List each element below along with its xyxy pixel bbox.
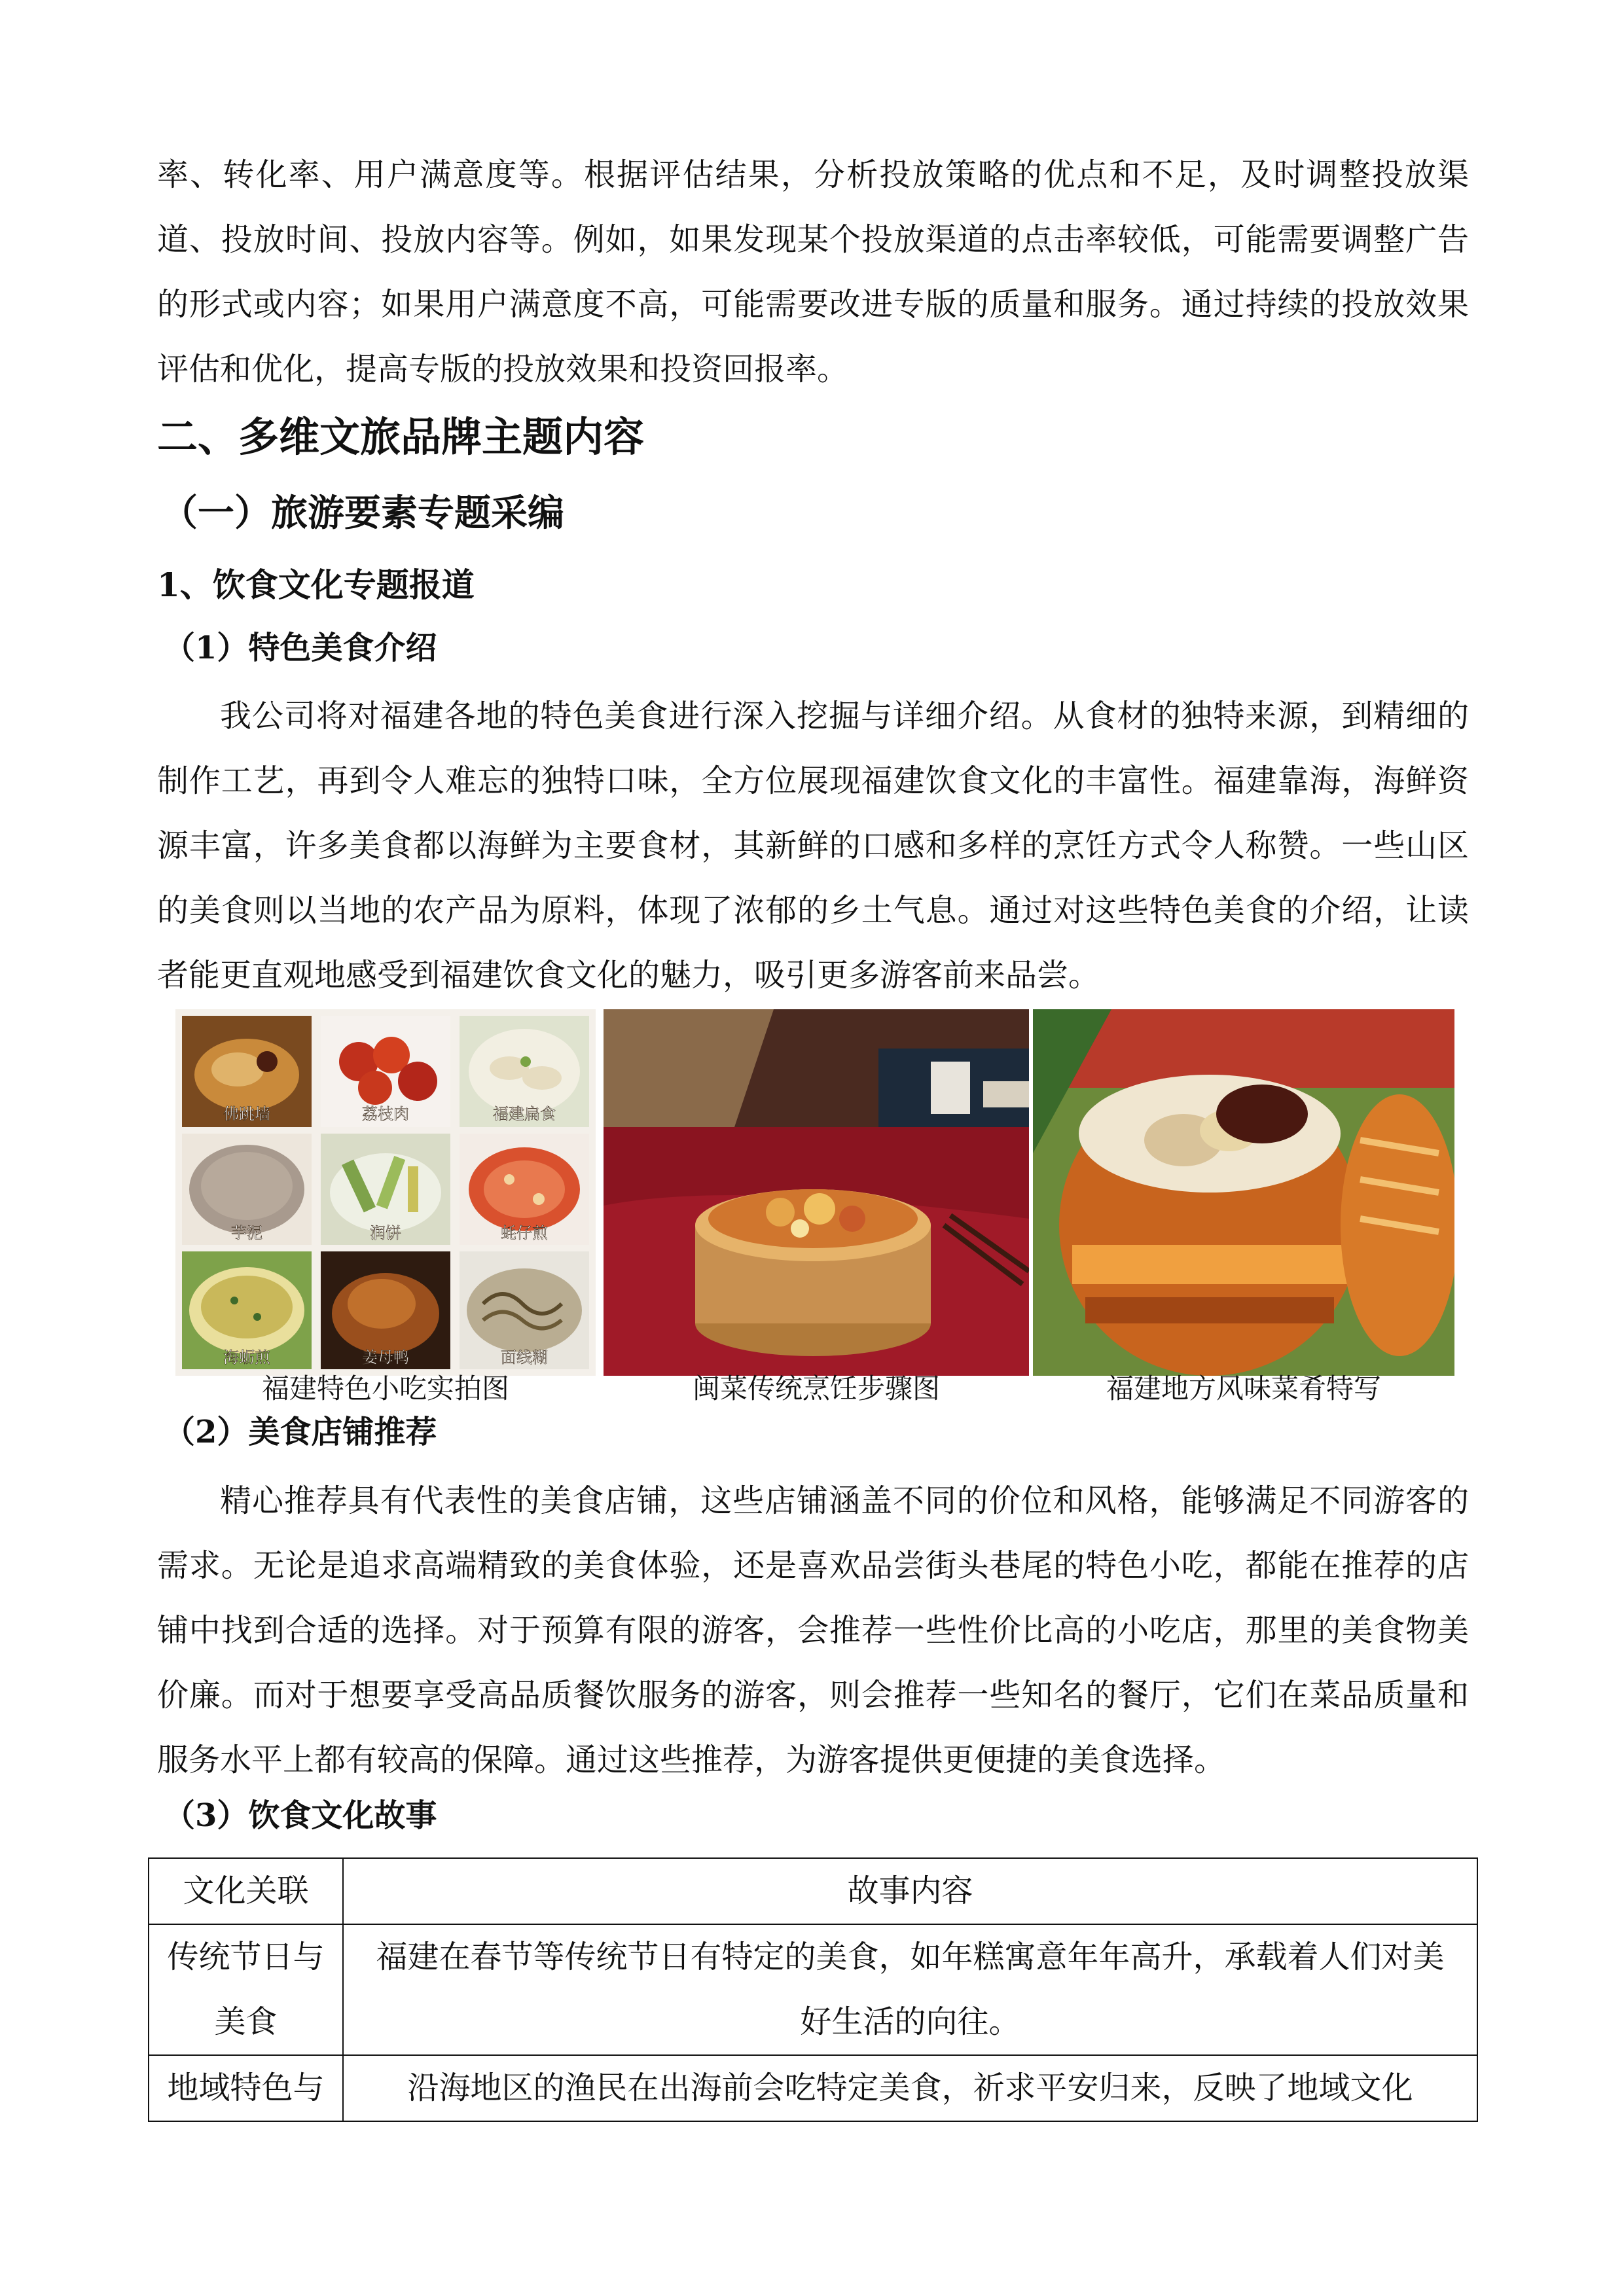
snack-grid-photo [175, 1009, 596, 1376]
food-intro-paragraph: 我公司将对福建各地的特色美食进行深入挖掘与详细介绍。从食材的独特来源，到精细的制作工艺，再到令人难忘的独特口味，全方位展现福建饮食文化的丰富性。福建靠海，海鲜资源丰富，许多美食都以海鲜为主要食材，其新鲜的口感和多样的烹饪方式令人称赞。一些山区的美食则以当地的农产品为原料，体现了浓郁的乡土气息。通过对这些特色美食的介绍，让读者能更直观地感受到福建饮食文化的魅力，吸引更多游客前来品尝。 [157, 698, 1469, 994]
figure-row [175, 1009, 1454, 1376]
steamer-photo [604, 1009, 1029, 1376]
grid-label-6: 蚝仔煎 [501, 1224, 548, 1242]
grid-label-5: 润饼 [370, 1224, 401, 1242]
section-heading-1-1: （一）旅游要素专题采编 [161, 492, 564, 535]
sub-heading-food-intro: （1）特色美食介绍 [164, 630, 437, 666]
table-header-row [149, 1858, 1477, 1924]
table-cell-culture: 地域特色与 [149, 2055, 343, 2121]
table-row [149, 2055, 1477, 2121]
pot-image [1033, 1009, 1454, 1376]
intro-paragraph: 率、转化率、用户满意度等。根据评估结果，分析投放策略的优点和不足，及时调整投放渠道、投放时间、投放内容等。例如，如果发现某个投放渠道的点击率较低，可能需要调整广告的形式或内容；如果用户满意度不高，可能需要改进专版的质量和服务。通过持续的投放效果评估和优化，提高专版的投放效果和投资回报率。 [157, 156, 1469, 387]
steamer-image [604, 1009, 1029, 1376]
caption-cooking-steps: 闽菜传统烹饪步骤图 [692, 1372, 940, 1405]
table-cell-culture: 传统节日与美食 [149, 1924, 343, 2055]
grid-label-8: 姜母鸭 [362, 1348, 409, 1367]
pot-photo [1033, 1009, 1454, 1376]
grid-label-9: 面线糊 [501, 1348, 548, 1367]
grid-label-7: 海蛎煎 [223, 1348, 270, 1367]
caption-snacks: 福建特色小吃实拍图 [261, 1372, 509, 1405]
table-header-culture: 文化关联 [149, 1858, 343, 1924]
table-row [149, 1924, 1477, 2055]
grid-label-3: 福建扁食 [493, 1105, 556, 1123]
table-header-story: 故事内容 [343, 1858, 1477, 1924]
table-cell-story: 福建在春节等传统节日有特定的美食，如年糕寓意年年高升，承载着人们对美好生活的向往。 [343, 1924, 1477, 2055]
grid-label-1: 佛跳墙 [223, 1105, 270, 1123]
grid-label-4: 芋泥 [231, 1224, 262, 1242]
sub-heading-shops: （2）美食店铺推荐 [164, 1414, 437, 1450]
section-heading-2: 二、多维文旅品牌主题内容 [157, 413, 645, 461]
grid-label-2: 荔枝肉 [362, 1105, 409, 1123]
shops-paragraph: 精心推荐具有代表性的美食店铺，这些店铺涵盖不同的价位和风格，能够满足不同游客的需求。无论是追求高端精致的美食体验，还是喜欢品尝街头巷尾的特色小吃，都能在推荐的店铺中找到合适的选择。对于预算有限的游客，会推荐一些性价比高的小吃店，那里的美食物美价廉。而对于想要享受高品质餐饮服务的游客，则会推荐一些知名的餐厅，它们在菜品质量和服务水平上都有较高的保障。通过这些推荐，为游客提供更便捷的美食选择。 [157, 1482, 1469, 1778]
snack-grid-image [175, 1009, 596, 1376]
sub-heading-stories: （3）饮食文化故事 [164, 1797, 437, 1834]
caption-local-dishes: 福建地方风味菜肴特写 [1106, 1372, 1381, 1405]
culture-story-table [148, 1857, 1478, 2122]
table-cell-story: 沿海地区的渔民在出海前会吃特定美食，祈求平安归来，反映了地域文化 [343, 2055, 1477, 2121]
item-heading-1: 1、饮食文化专题报道 [157, 565, 475, 604]
